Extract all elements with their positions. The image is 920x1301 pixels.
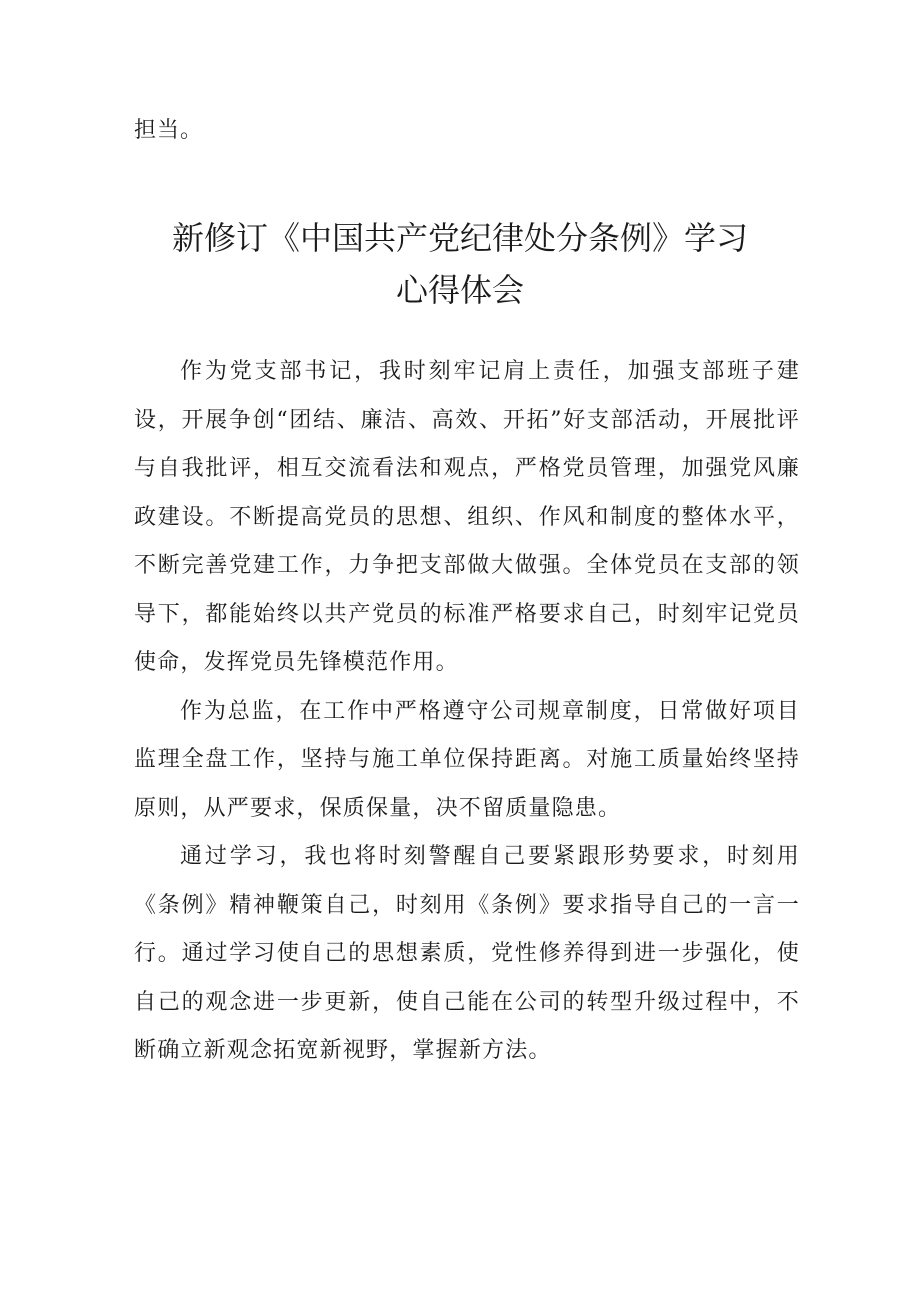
document-body (134, 348, 800, 1076)
title-line-1: 新修订《中国共产党纪律处分条例》学习 (171, 219, 748, 257)
continued-text: 担当。 (134, 118, 204, 143)
title-line-2: 心得体会 (395, 271, 524, 309)
paragraph: 作为党支部书记，我时刻牢记肩上责任，加强支部班子建设，开展争创“团结、廉洁、高效、开拓”好支部活动，开展批评与自我批评，相互交流看法和观点，严格党员管理，加强党风廉政建设。不断提高党员的思想、组织、作风和制度的整体水平，不断完善党建工作，力争把支部做大做强。全体党员在支部的领导下，都能始终以共产党员的标准严格要求自己，时刻牢记党员使命，发挥党员先锋模范作用。 (134, 359, 800, 675)
paragraph: 通过学习，我也将时刻警醒自己要紧跟形势要求，时刻用《条例》精神鞭策自己，时刻用《条例》要求指导自己的一言一行。通过学习使自己的思想素质，党性修养得到进一步强化，使自己的观念进一步更新，使自己能在公司的转型升级过程中，不断确立新观念拓宽新视野，掌握新方法。 (134, 844, 800, 1063)
paragraph: 作为总监，在工作中严格遵守公司规章制度，日常做好项目监理全盘工作，坚持与施工单位保持距离。对施工质量始终坚持原则，从严要求，保质保量，决不留质量隐患。 (134, 698, 800, 821)
document-title (120, 212, 800, 316)
